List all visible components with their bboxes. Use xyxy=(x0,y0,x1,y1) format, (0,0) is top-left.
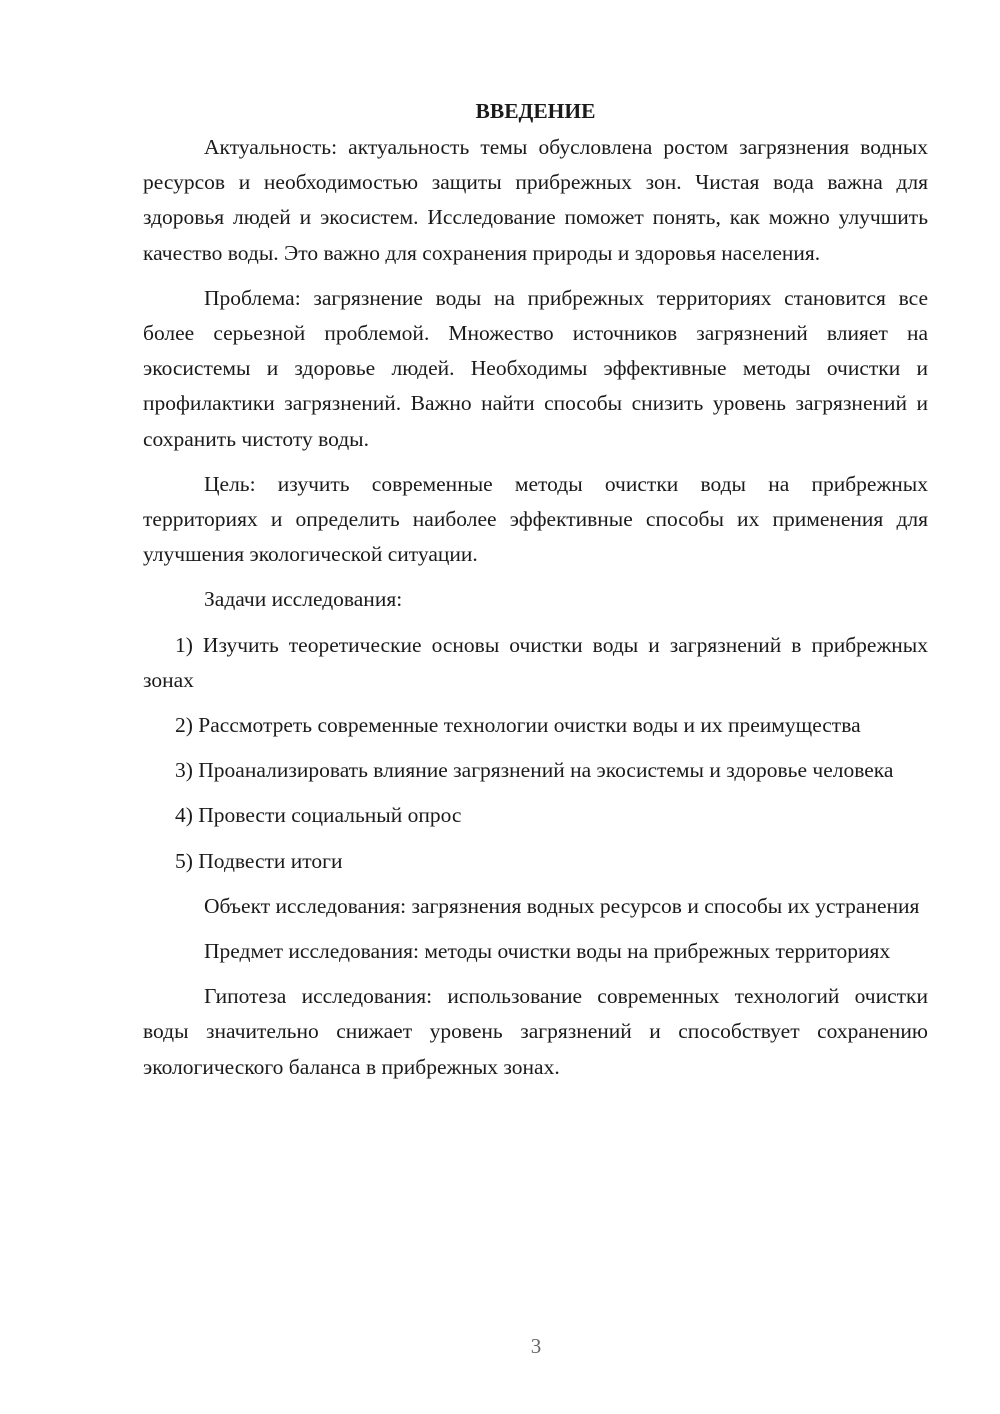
paragraph-subject: Предмет исследования: методы очистки воды на прибрежных территориях xyxy=(204,939,891,964)
paragraph-problem: Проблема: загрязнение воды на прибрежных территориях становится все более серьезной проблемой. Множество источников загрязнений влияет на экосистемы и здоровье людей. Необходимы эффективные методы очистки и профилактики загрязнений. Важно найти способы снизить уровень загрязнений и сохранить чистоту воды. xyxy=(143,285,928,451)
paragraph-hypothesis: Гипотеза исследования: использование современных технологий очистки воды значительно снижает уровень загрязнений и способствует сохранению экологического баланса в прибрежных зонах. xyxy=(143,984,928,1079)
page-number: 3 xyxy=(530,1334,542,1358)
task-item-3: 3) Проанализировать влияние загрязнений на экосистемы и здоровье человека xyxy=(175,758,894,783)
paragraph-goal: Цель: изучить современные методы очистки воды на прибрежных территориях и определить наиболее эффективные способы их применения для улучшения экологической ситуации. xyxy=(143,471,928,567)
document-page xyxy=(143,95,928,1095)
task-item-4: 4) Провести социальный опрос xyxy=(175,803,462,828)
paragraph-tasks-heading: Задачи исследования: xyxy=(204,587,403,612)
section-title: ВВЕДЕНИЕ xyxy=(475,99,596,123)
task-item-5: 5) Подвести итоги xyxy=(175,848,343,873)
task-item-1: 1) Изучить теоретические основы очистки воды и загрязнений в прибрежных зонах xyxy=(143,632,928,692)
task-item-2: 2) Рассмотреть современные технологии очистки воды и их преимущества xyxy=(175,713,861,738)
paragraph-relevance: Актуальность: актуальность темы обусловлена ростом загрязнения водных ресурсов и необходимостью защиты прибрежных зон. Чистая вода важна для здоровья людей и экосистем. Исследование поможет понять, как можно улучшить качество воды. Это важно для сохранения природы и здоровья населения. xyxy=(143,135,928,265)
paragraph-object: Объект исследования: загрязнения водных ресурсов и способы их устранения xyxy=(204,893,920,918)
